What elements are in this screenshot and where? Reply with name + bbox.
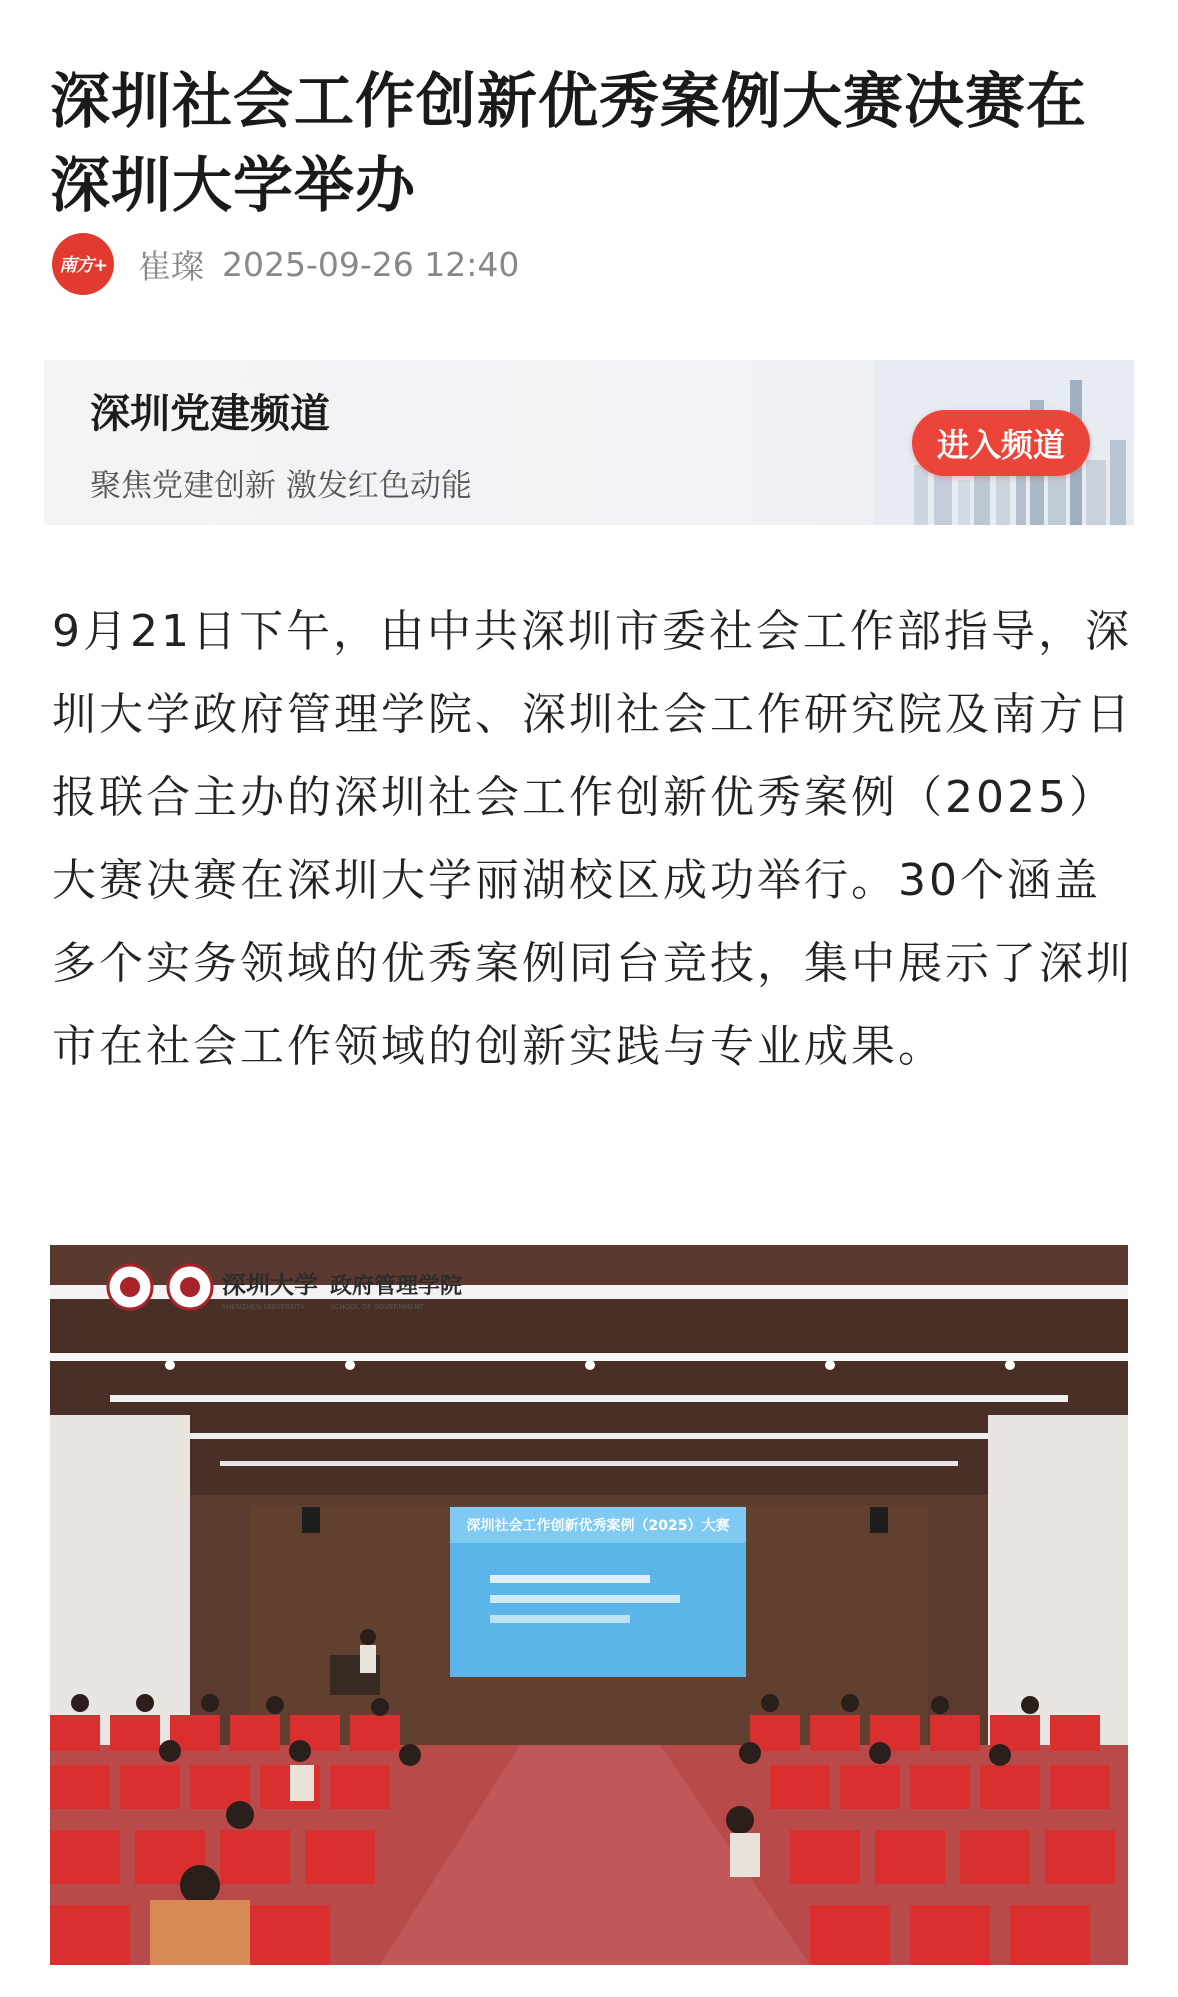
photo-watermark-main: 深圳大学 (222, 1270, 318, 1299)
screen-title: 深圳社会工作创新优秀案例（2025）大赛 (466, 1518, 730, 1534)
photo-watermark-en1: SHENZHEN UNIVERSITY (222, 1303, 305, 1311)
channel-tagline: 聚焦党建创新 激发红色动能 (90, 468, 472, 504)
page-bottom (0, 1990, 1178, 1997)
channel-name: 深圳党建频道 (90, 391, 330, 437)
article-photo[interactable] (50, 1245, 1128, 1965)
channel-card[interactable] (44, 360, 1134, 525)
publish-time: 2025-09-26 12:40 (222, 244, 520, 284)
article-title: 深圳社会工作创新优秀案例大赛决赛在深圳大学举办 (50, 67, 1087, 222)
article-meta (52, 232, 519, 296)
enter-channel-button[interactable]: 进入频道 (912, 410, 1090, 476)
photo-watermark-en2: SCHOOL OF GOVERNMENT (330, 1303, 424, 1311)
article-paragraph: 9月21日下午，由中共深圳市委社会工作部指导，深圳大学政府管理学院、深圳社会工作研究院及南方日报联合主办的深圳社会工作创新优秀案例（2025）大赛决赛在深圳大学丽湖校区成功举行。30个涵盖多个实务领域的优秀案例同台竞技，集中展示了深圳市在社会工作领域的创新实践与专业成果。 (52, 606, 1133, 1072)
source-logo[interactable]: 南方+ (52, 233, 114, 295)
author-name[interactable]: 崔璨 (138, 246, 204, 286)
photo-watermark-sub: 政府管理学院 (330, 1273, 463, 1299)
auditorium-image (50, 1245, 1128, 1965)
